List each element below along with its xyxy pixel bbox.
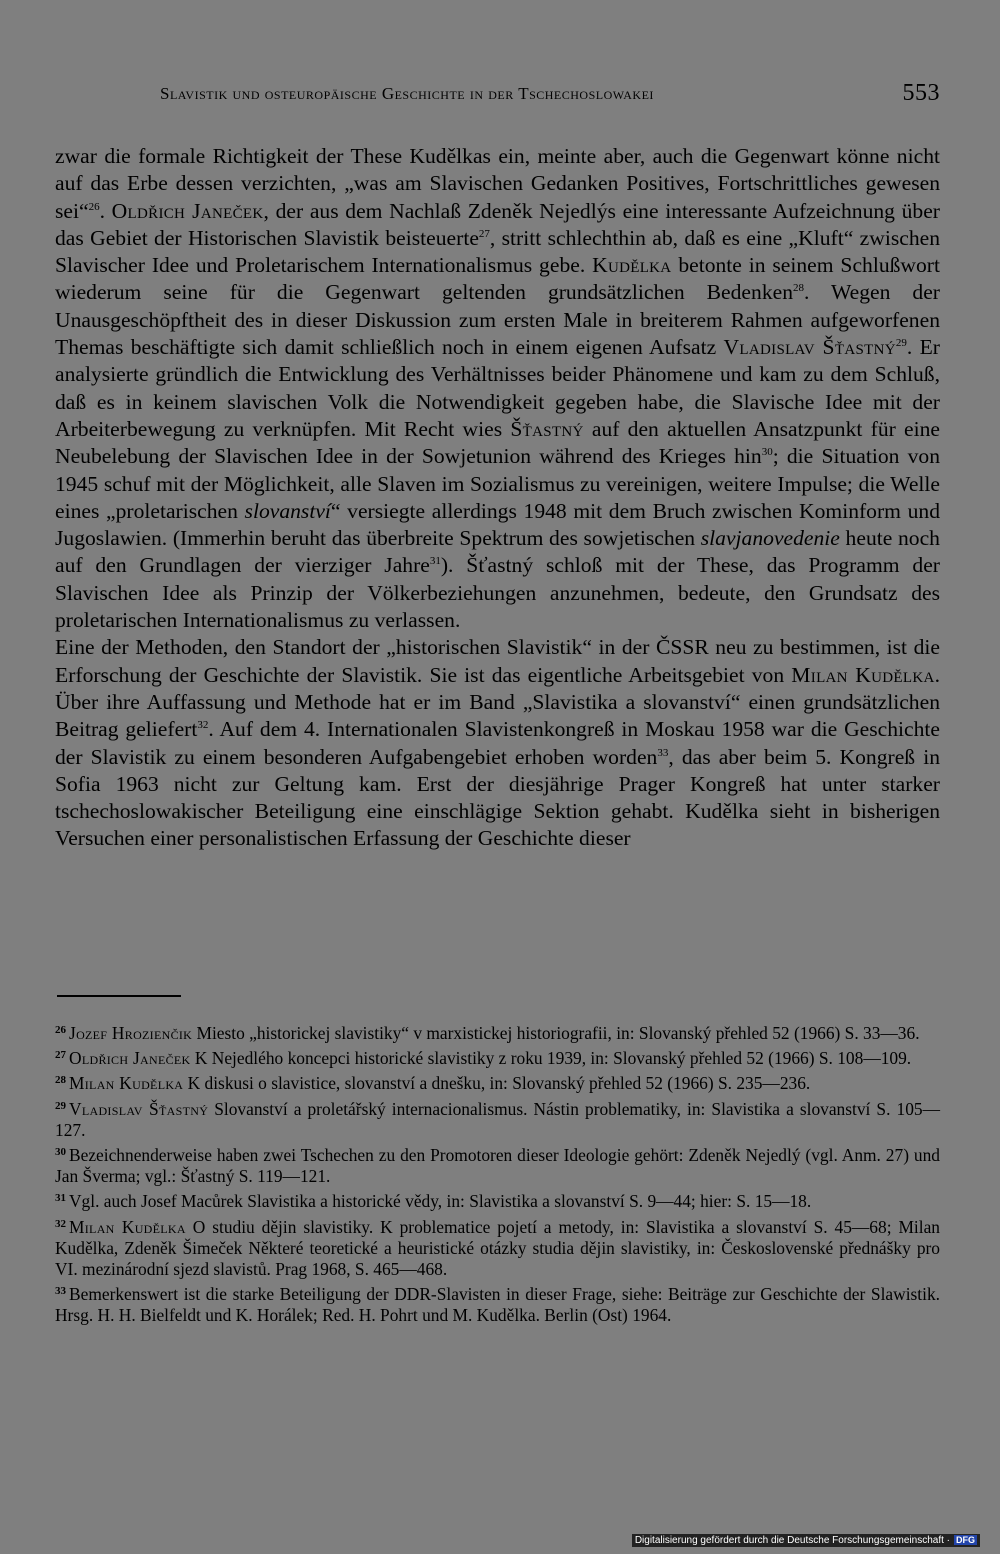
footnote-separator <box>57 995 181 997</box>
main-text <box>55 143 940 853</box>
author-name: Milan Kudělka <box>791 662 935 687</box>
text-run: ; die Situation von 1945 schuf mit der Möglichkeit, alle Slaven im Sozialismus zu vereinigen, weitere Impulse; die Welle eines „proletarischen <box>55 444 940 523</box>
footnote-27 <box>55 1045 940 1069</box>
footnote-number: 33 <box>55 1285 66 1298</box>
text-run: Eine der Methoden, den Standort der „historischen Slavistik“ in der ČSSR neu zu bestimmen, ist die Erforschung der Geschichte der Slavistik. Sie ist das eigentliche Arbeitsgebiet von <box>55 635 940 687</box>
text-run: betonte in seinem Schlußwort wiederum seine für die Gegenwart geltenden grundsätzlichen Bedenken <box>55 253 940 305</box>
footnote-30 <box>55 1142 940 1187</box>
author-name: Vladislav Šťastný <box>723 335 896 360</box>
text-run: . Auf dem 4. Internationalen Slavistenkongreß in Moskau 1958 war die Geschichte der Slavistik zu einem besonderen Aufgabengebiet erhoben worden <box>55 717 941 769</box>
text-run: , stritt schlechthin ab, daß es eine „Kluft“ zwischen Slavischer Idee und Proletarischem Internationalismus gebe. <box>55 225 940 278</box>
text-run: , der aus dem Nachlaß Zdeněk Nejedlýs eine interessante Aufzeichnung über das Gebiet der Historischen Slavistik beisteuerte <box>55 198 941 250</box>
footnotes <box>55 1020 940 1328</box>
footnote-ref-33: 33 <box>657 746 669 759</box>
footnote-number: 27 <box>55 1049 66 1062</box>
footnote-author: Milan Kudělka <box>69 1073 184 1094</box>
italic-term: slavjanovedenie <box>700 526 840 551</box>
footnote-author: Milan Kudělka <box>69 1216 186 1237</box>
footnote-number: 28 <box>55 1074 66 1087</box>
author-name: Šťastný <box>510 416 584 441</box>
footnote-number: 30 <box>55 1146 66 1159</box>
paragraph-2 <box>55 634 940 852</box>
text-run: , das aber beim 5. Kongreß in Sofia 1963 nicht zur Geltung kam. Erst der diesjährige Prager Kongreß hat unter starker tschechoslowakischer Beteiligung eine einschlägige Sektion gehabt. Kudělka sieht in bisherigen Versuchen einer personalistischen Erfassung der Geschichte dieser <box>55 744 940 851</box>
text-run: . <box>99 198 112 223</box>
footnote-text: Slovanství a proletářský internacionalismus. Nástin problematiky, in: Slavistika a slovanství S. 105—127. <box>55 1098 940 1140</box>
text-run: ). Šťastný schloß mit der These, das Programm der Slavischen Idee als Prinzip der Völkerbeziehungen anzunehmen, bedeute, den Grundsatz des proletarischen Internationalismus zu verlassen. <box>55 553 940 633</box>
footnote-number: 31 <box>55 1192 66 1205</box>
footnote-33 <box>55 1281 940 1326</box>
footnote-text: K diskusi o slavistice, slovanství a dnešku, in: Slovanský přehled 52 (1966) S. 235—236. <box>183 1073 811 1094</box>
italic-term: slovanství <box>244 498 331 523</box>
footnote-29 <box>55 1096 940 1141</box>
footnote-ref-31: 31 <box>429 555 441 568</box>
author-name: Kudělka <box>592 253 672 278</box>
text-run: . Über ihre Auffassung und Methode hat er im Band „Slavistika a slovanství“ einen grundsätzlichen Beitrag geliefert <box>55 662 940 742</box>
footnote-ref-26: 26 <box>88 200 100 213</box>
text-run: heute noch auf den Grundlagen der vierziger Jahre <box>55 526 940 578</box>
footnote-32 <box>55 1214 940 1281</box>
footnote-text: O studiu dějin slavistiky. K problematice pojetí a metody, in: Slavistika a slovanství S. 45—68; Milan Kudělka, Zdeněk Šimeček Některé teoretické a heuristické otázky studia dějin slavistiky, in: Československé přednášky pro VI. mezinárodní sjezd slavistů. Prag 1968, S. 465—468. <box>55 1216 940 1280</box>
footnote-number: 29 <box>55 1099 66 1112</box>
footnote-26 <box>55 1020 940 1044</box>
footnote-number: 32 <box>55 1217 66 1230</box>
footnote-ref-30: 30 <box>761 446 773 459</box>
text-run: . Er analysierte gründlich die Entwicklung des Verhältnisses beider Phänomene und kam zu dem Schluß, daß es in keinem slavischen Volk die Notwendigkeit gegeben habe, die Slavische Idee mit der Arbeiterbewegung zu verknüpfen. Mit Recht wies <box>55 335 940 441</box>
paragraph-1 <box>55 143 940 634</box>
text-run: . Wegen der Unausgeschöpftheit des in dieser Diskussion zum ersten Male in breiterem Rahmen aufgeworfenen Themas beschäftigte sich damit schließlich noch in einem eigenen Aufsatz <box>55 280 940 360</box>
credit-text: Digitalisierung gefördert durch die Deutsche Forschungsgemeinschaft · <box>634 1535 950 1546</box>
footnote-text: Miesto „historickej slavistiky“ v marxistickej historiografii, in: Slovanský přehled 52 (1966) S. 33—36. <box>192 1023 920 1043</box>
footnote-text: Bezeichnenderweise haben zwei Tschechen zu den Promotoren dieser Ideologie gehört: Zdeněk Nejedlý (vgl. Anm. 27) und Jan Šverma; vgl.: Šťastný S. 119—121. <box>55 1145 940 1187</box>
footnote-text: Vgl. auch Josef Macůrek Slavistika a historické vědy, in: Slavistika a slovanství S. 9—44; hier: S. 15—18. <box>69 1191 812 1212</box>
footnote-number: 26 <box>55 1024 66 1036</box>
author-name: Oldřich Janeček <box>111 198 264 223</box>
page-number: 553 <box>902 80 940 106</box>
footnote-text: K Nejedlého koncepci historické slavistiky z roku 1939, in: Slovanský přehled 52 (1966) S. 108—109. <box>190 1048 912 1069</box>
footnote-31 <box>55 1188 940 1212</box>
dfg-logo: DFG <box>956 1535 975 1545</box>
text-run: zwar die formale Richtigkeit der These Kudělkas ein, meinte aber, auch die Gegenwart könne nicht auf das Erbe dessen verzichten, „was am Slavischen Gedanken Positives, Fortschrittliches gewesen sei“ <box>55 144 940 223</box>
footnote-author: Jozef Hrozienčik <box>69 1023 193 1043</box>
footnote-ref-32: 32 <box>197 719 209 732</box>
footnote-ref-27: 27 <box>478 227 490 240</box>
text-run: auf den aktuellen Ansatzpunkt für eine Neubelebung der Slavischen Idee in der Sowjetunion während des Krieges hin <box>55 416 941 469</box>
footnote-ref-28: 28 <box>793 282 804 295</box>
footnote-28 <box>55 1070 940 1094</box>
digitization-credit <box>632 1534 980 1547</box>
footnote-ref-29: 29 <box>895 337 907 350</box>
running-header <box>160 80 940 114</box>
running-title: Slavistik und osteuropäische Geschichte in der Tschechoslowakei <box>160 84 654 103</box>
footnote-text: Bemerkenswert ist die starke Beteiligung der DDR-Slavisten in dieser Frage, siehe: Beiträge zur Geschichte der Slawistik. Hrsg. H. H. Bielfeldt und K. Horálek; Red. H. Pohrt und M. Kudělka. Berlin (Ost) 1964. <box>55 1284 940 1326</box>
text-run: “ versiegte allerdings 1948 mit dem Bruch zwischen Kominform und Jugoslawien. (Immerhin beruht das überbreite Spektrum des sowjetischen <box>55 498 940 551</box>
footnote-author: Vladislav Šťastný <box>69 1098 209 1119</box>
footnote-author: Oldřich Janeček <box>69 1048 191 1069</box>
